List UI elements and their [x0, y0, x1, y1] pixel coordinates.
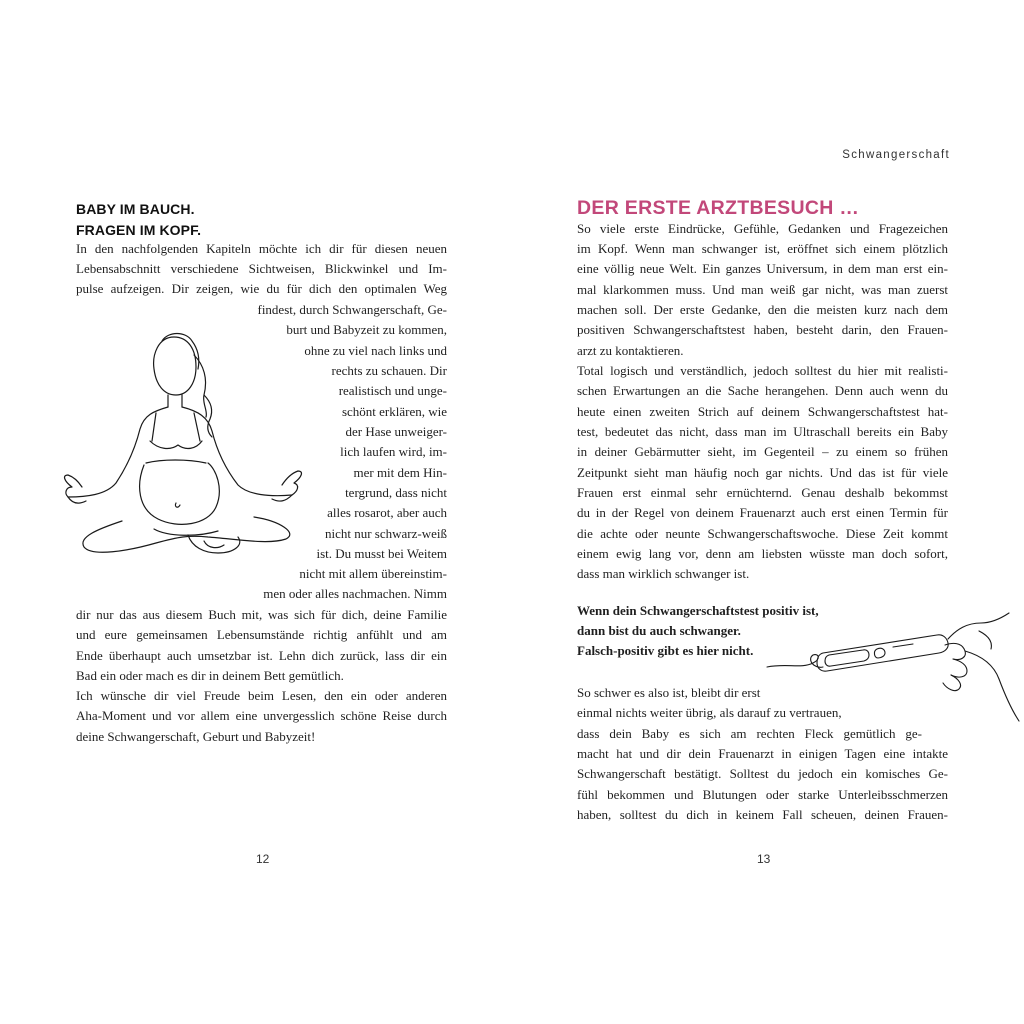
text-line: ist. Du musst bei Weitem: [316, 546, 447, 561]
text-line: einmal nichts weiter übrig, als darauf zu vertrauen,: [577, 705, 842, 720]
text-line: Zeitpunkt sieht man häufig noch gar nichts. Und das ist für viele: [577, 465, 948, 480]
callout-line: dann bist du auch schwanger.: [577, 623, 741, 638]
text-line: Ich wünsche dir viel Freude beim Lesen, den ein oder anderen: [76, 688, 447, 703]
text-line: So viele erste Eindrücke, Gefühle, Gedanken und Fragezeichen: [577, 221, 948, 236]
text-line: machen soll. Der erste Gedanke, den die meisten kurz nach dem: [577, 302, 948, 317]
text-line: nicht mit allem übereinstim-: [299, 566, 447, 581]
text-line: der Hase unweiger-: [345, 424, 447, 439]
text-line: dass dein Baby es sich am rechten Fleck gemütlich ge-: [577, 726, 922, 741]
text-line: realistisch und unge-: [338, 383, 447, 398]
text-line: men oder alles nachmachen. Nimm: [263, 586, 447, 601]
text-line: Frauen erst einmal sehr ernüchternd. Genau deshalb bekommst: [577, 485, 948, 500]
text-line: haben, solltest du dich in keinem Fall scheuen, deinen Frauen-: [577, 807, 948, 822]
text-line: positiven Schwangerschaftstest haben, besteht darin, den Frauen-: [577, 322, 948, 337]
text-line: Ende überhaupt auch umsetzbar ist. Lehn dich zurück, lass dir ein: [76, 648, 447, 663]
text-line: ohne zu viel nach links und: [304, 343, 447, 358]
text-line: lich laufen wird, im-: [340, 444, 447, 459]
text-line: Schwangerschaft bestätigt. Solltest du jedoch ein komisches Ge-: [577, 766, 948, 781]
text-line: So schwer es also ist, bleibt dir erst: [577, 685, 761, 700]
text-line: fühl bekommen und Blutungen oder starke Unterleibsschmerzen: [577, 787, 948, 802]
text-line: pulse aufzeigen. Dir zeigen, wie du für dich den optimalen Weg: [76, 281, 447, 296]
text-line: eine völlig neue Welt. Ein ganzes Universum, in dem man erst ein-: [577, 261, 948, 276]
text-line: deine Schwangerschaft, Geburt und Babyzeit!: [76, 729, 316, 744]
text-line: Lebensabschnitt verschiedene Sichtweisen, Blickwinkel und Im-: [76, 261, 447, 276]
section-heading: [76, 199, 201, 241]
text-line: findest, durch Schwangerschaft, Ge-: [257, 302, 447, 317]
text-line: alles rosarot, aber auch: [327, 505, 447, 520]
text-line: in deiner Gebärmutter sieht, im Gegenteil – zu einem so frühen: [577, 444, 948, 459]
heading-line-1: BABY IM BAUCH.: [76, 201, 195, 217]
right-page: [512, 0, 1024, 1024]
text-line: du in der Regel von deinem Frauenarzt auch erst einen Termin für: [577, 505, 948, 520]
text-line: arzt zu kontaktieren.: [577, 343, 684, 358]
hand-pregnancy-test-icon: [767, 605, 1024, 735]
heading-line-2: FRAGEN IM KOPF.: [76, 222, 202, 238]
text-line: Bad ein oder mach es dir in deinem Bett gemütlich.: [76, 668, 344, 683]
page-number: 13: [757, 852, 771, 866]
text-line: mal klarkommen muss. Und man weiß gar nicht, was man zuerst: [577, 282, 948, 297]
text-line: dass man wirklich schwanger ist.: [577, 566, 750, 581]
text-line: im Kopf. Wenn man schwanger ist, eröffnet sich einem plötzlich: [577, 241, 948, 256]
text-line: macht hat und dir dein Frauenarzt in einigen Tagen eine intakte: [577, 746, 948, 761]
text-line: schönt erklären, wie: [341, 404, 447, 419]
chapter-heading: DER ERSTE ARZTBESUCH …: [577, 197, 860, 219]
text-line: Total logisch und verständlich, jedoch solltest du hier mit realisti-: [577, 363, 948, 378]
callout-line: Wenn dein Schwangerschaftstest positiv ist,: [577, 603, 819, 618]
text-line: dir nur das aus diesem Buch mit, was sich für dich, deine Familie: [76, 607, 447, 622]
text-line: die achte oder neunte Schwangerschaftswoche. Diese Zeit kommt: [577, 526, 948, 541]
text-line: rechts zu schauen. Dir: [331, 363, 447, 378]
text-line: schen Erwartungen an die Sache herangehen. Denn auch wenn du: [577, 383, 948, 398]
text-line: heute einen zweiten Strich auf deinem Schwangerschaftstest hat-: [577, 404, 948, 419]
text-line: Aha-Moment und vor allem eine unvergesslich schöne Reise durch: [76, 708, 447, 723]
text-line: In den nachfolgenden Kapiteln möchte ich dir für diesen neuen: [76, 241, 447, 256]
callout-line: Falsch-positiv gibt es hier nicht.: [577, 643, 754, 658]
text-line: burt und Babyzeit zu kommen,: [286, 322, 447, 337]
meditating-pregnant-woman-icon: [58, 325, 308, 570]
text-line: tergrund, dass nicht: [345, 485, 447, 500]
page-number: 12: [256, 852, 270, 866]
running-header: Schwangerschaft: [842, 149, 950, 161]
text-line: nicht nur schwarz-weiß: [324, 526, 447, 541]
text-line: mer mit dem Hin-: [353, 465, 447, 480]
text-line: test, bedeutet das nicht, dass man im Ultraschall bereits ein Baby: [577, 424, 948, 439]
text-line: einem ewig lang vor, denn am liebsten wüsste man doch sofort,: [577, 546, 948, 561]
text-line: und eure gemeinsamen Lebensumstände richtig anfühlt und am: [76, 627, 447, 642]
